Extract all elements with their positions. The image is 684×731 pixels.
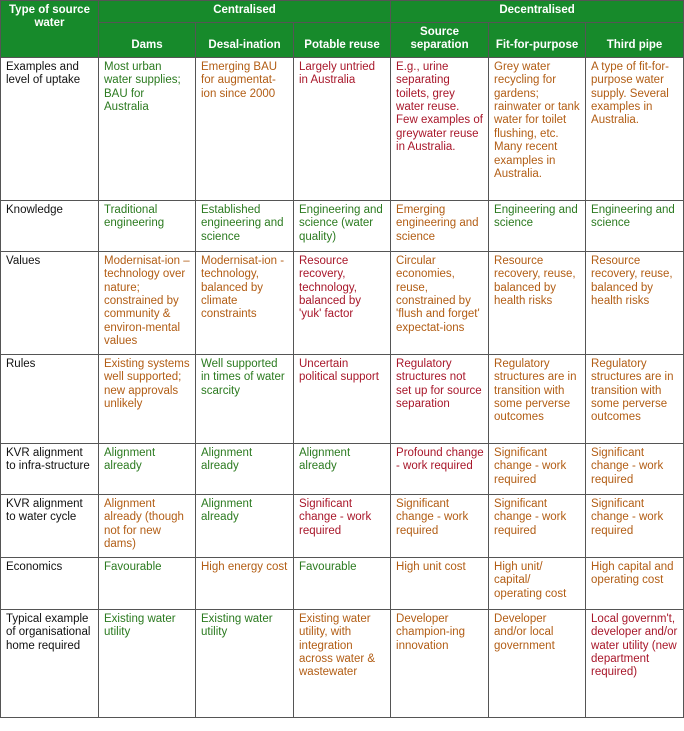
table-cell: Resource recovery, reuse, balanced by health risks xyxy=(586,251,684,354)
table-body xyxy=(1,57,684,717)
table-row xyxy=(1,200,684,251)
column-header-third-pipe: Third pipe xyxy=(586,23,684,58)
table-cell: High energy cost xyxy=(196,557,294,609)
column-header-source-separation: Source separation xyxy=(391,23,489,58)
table-cell: Existing systems well supported; new approvals unlikely xyxy=(99,354,196,443)
row-label-examples: Examples and level of uptake xyxy=(1,57,99,200)
corner-header: Type of source water xyxy=(1,1,99,58)
table-cell: Resource recovery, reuse, balanced by health risks xyxy=(489,251,586,354)
table-cell: Regulatory structures not set up for source separation xyxy=(391,354,489,443)
table-row xyxy=(1,354,684,443)
table-cell: Engineering and science (water quality) xyxy=(294,200,391,251)
table-cell: Significant change - work required xyxy=(586,443,684,494)
table-row xyxy=(1,57,684,200)
table-cell: Engineering and science xyxy=(586,200,684,251)
table-cell: Emerging engineering and science xyxy=(391,200,489,251)
table-cell: Uncertain political support xyxy=(294,354,391,443)
table-cell: Regulatory structures are in transition with some perverse outcomes xyxy=(586,354,684,443)
header-column-row xyxy=(1,23,684,58)
table-cell: Significant change - work required xyxy=(391,494,489,557)
table-cell: Alignment already xyxy=(196,443,294,494)
table-cell: Alignment already xyxy=(294,443,391,494)
table-cell: Engineering and science xyxy=(489,200,586,251)
table-cell: Local governm't, developer and/or water utility (new department required) xyxy=(586,609,684,717)
row-label-values: Values xyxy=(1,251,99,354)
table-cell: A type of fit-for-purpose water supply. Several examples in Australia. xyxy=(586,57,684,200)
row-label-rules: Rules xyxy=(1,354,99,443)
table-cell: Significant change - work required xyxy=(586,494,684,557)
table-cell: E.g., urine separating toilets, grey water reuse. Few examples of greywater reuse in Australia. xyxy=(391,57,489,200)
table-cell: Developer champion-ing innovation xyxy=(391,609,489,717)
row-label-kvr-infrastructure: KVR alignment to infra-structure xyxy=(1,443,99,494)
table-cell: Regulatory structures are in transition with some perverse outcomes xyxy=(489,354,586,443)
table-row xyxy=(1,609,684,717)
table-cell: High capital and operating cost xyxy=(586,557,684,609)
row-label-knowledge: Knowledge xyxy=(1,200,99,251)
table-cell: Modernisat-ion – technology over nature; constrained by community & environ-mental values xyxy=(99,251,196,354)
table-cell: Significant change - work required xyxy=(489,443,586,494)
column-header-desalination: Desal-ination xyxy=(196,23,294,58)
table-cell: Existing water utility xyxy=(99,609,196,717)
table-cell: Existing water utility, with integration across water & wastewater xyxy=(294,609,391,717)
table-cell: Alignment already (though not for new dams) xyxy=(99,494,196,557)
table-cell: Grey water recycling for gardens; rainwater or tank water for toilet flushing, etc. Many recent examples in Australia. xyxy=(489,57,586,200)
table-row xyxy=(1,443,684,494)
table-cell: Profound change - work required xyxy=(391,443,489,494)
table-header xyxy=(1,1,684,58)
table-cell: Modernisat-ion - technology, balanced by climate constraints xyxy=(196,251,294,354)
table-cell: Existing water utility xyxy=(196,609,294,717)
column-header-dams: Dams xyxy=(99,23,196,58)
decentralised-group-header: Decentralised xyxy=(391,1,684,23)
table-cell: Alignment already xyxy=(196,494,294,557)
table-cell: Alignment already xyxy=(99,443,196,494)
table-cell: Traditional engineering xyxy=(99,200,196,251)
table-cell: Significant change - work required xyxy=(489,494,586,557)
table-row xyxy=(1,494,684,557)
table-cell: Most urban water supplies; BAU for Australia xyxy=(99,57,196,200)
row-label-economics: Economics xyxy=(1,557,99,609)
table-cell: High unit/ capital/ operating cost xyxy=(489,557,586,609)
table-cell: Significant change - work required xyxy=(294,494,391,557)
table-cell: Resource recovery, technology, balanced by 'yuk' factor xyxy=(294,251,391,354)
table-row xyxy=(1,251,684,354)
table-cell: Favourable xyxy=(99,557,196,609)
column-header-fit-for-purpose: Fit-for-purpose xyxy=(489,23,586,58)
table-cell: Emerging BAU for augmentat-ion since 2000 xyxy=(196,57,294,200)
column-header-potable-reuse: Potable reuse xyxy=(294,23,391,58)
table-cell: Favourable xyxy=(294,557,391,609)
table-cell: Well supported in times of water scarcity xyxy=(196,354,294,443)
row-label-kvr-water-cycle: KVR alignment to water cycle xyxy=(1,494,99,557)
table-cell: High unit cost xyxy=(391,557,489,609)
centralised-group-header: Centralised xyxy=(99,1,391,23)
table-cell: Established engineering and science xyxy=(196,200,294,251)
table-cell: Developer and/or local government xyxy=(489,609,586,717)
table-cell: Circular economies, reuse, constrained by 'flush and forget' expectat-ions xyxy=(391,251,489,354)
row-label-organisational-home: Typical example of organisational home required xyxy=(1,609,99,717)
header-group-row xyxy=(1,1,684,23)
table-cell: Largely untried in Australia xyxy=(294,57,391,200)
table-row xyxy=(1,557,684,609)
